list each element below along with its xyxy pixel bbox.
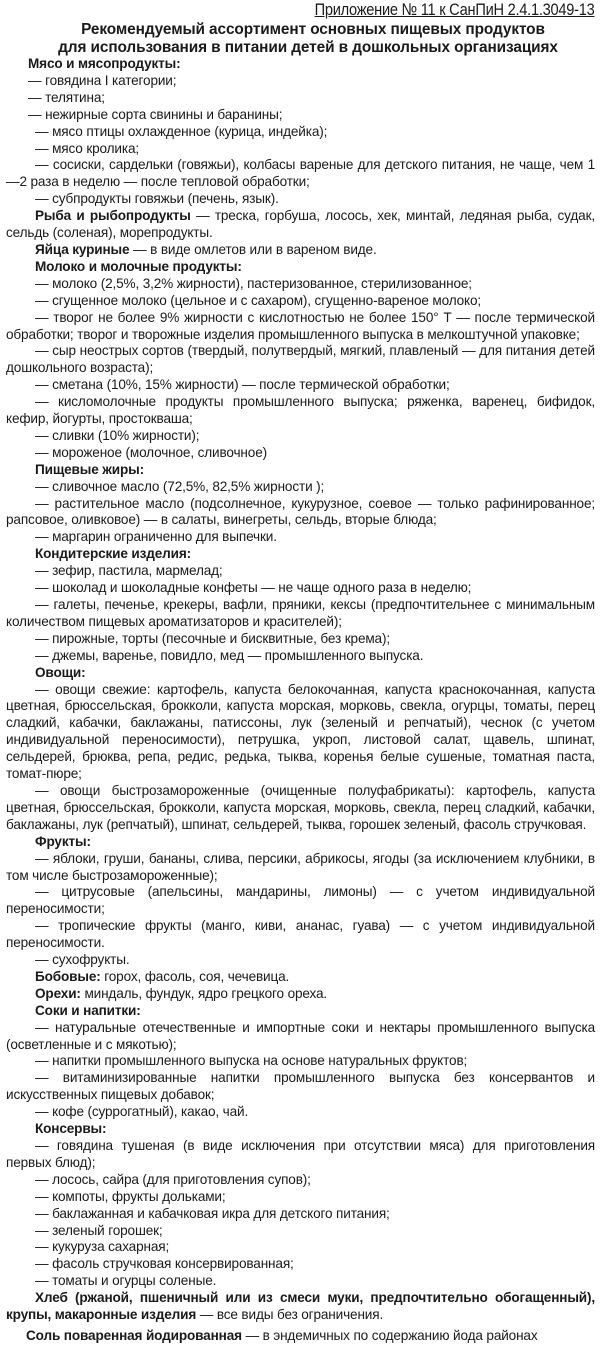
list-item: — растительное масло (подсолнечное, кукурузное, соевое — только рафинированное; рапсовое, оливковое) — в салаты, винегреты, сельдь, вторые блюда;: [6, 495, 595, 528]
list-item: — овощи свежие: картофель, капуста белокочанная, капуста краснокочанная, капуста цветная, брюссельская, брокколи, капуста морская, морковь, свекла, огурцы, томаты, перец сладкий, кабачки, баклажаны, патиссоны, лук (зеленый и репчатый), чеснок (с учетом индивидуальной переносимости), петрушка, укроп, листовой салат, щавель, шпинат, сельдерей, брюква, репа, редис, редька, тыква, коренья белые сушеные, томатная паста, томат-пюре;: [6, 681, 595, 782]
list-item: — галеты, печенье, крекеры, вафли, пряники, кексы (предпочтительнее с минимальным количеством пищевых ароматизаторов и красителей);: [6, 597, 595, 629]
list-item: — мясо кролика;: [35, 140, 139, 156]
paragraph-salt: [6, 1328, 595, 1345]
list-item: — компоты, фрукты дольками;: [35, 1188, 226, 1204]
paragraph-nuts: [6, 986, 595, 1003]
section-heading-meat: Мясо и мясопродукты:: [28, 56, 181, 71]
section-heading-fats: Пищевые жиры:: [35, 461, 144, 477]
list-item: — говядина I категории;: [28, 72, 177, 88]
list-item: — зефир, пастила, мармелад;: [35, 563, 223, 579]
list-item: — сливочное масло (72,5%, 82,5% жирности );: [35, 478, 325, 494]
paragraph-text: — все виды без ограничения.: [196, 1307, 384, 1323]
list-item: — сливки (10% жирности);: [35, 427, 200, 443]
paragraph-text: — в эндемичных по содержанию йода районах: [241, 1327, 538, 1343]
section-heading-fruits: Фрукты:: [35, 833, 91, 849]
title-line-2: для использования в питании детей в дошкольных организациях: [58, 39, 558, 56]
list-item: — сгущенное молоко (цельное и с сахаром), сгущенно-вареное молоко;: [35, 292, 482, 308]
list-item: — кукуруза сахарная;: [35, 1239, 170, 1255]
paragraph-text: миндаль, фундук, ядро грецкого ореха.: [80, 985, 328, 1001]
list-item: — сухофрукты.: [35, 952, 130, 968]
section-heading-vegetables: Овощи:: [35, 664, 86, 680]
list-item: — субпродукты говяжьи (печень, язык).: [35, 191, 279, 207]
list-item: — творог не более 9% жирности с кислотностью не более 150° Т — после термической обработки; творог и творожные изделия промышленного выпуска в мелкоштучной упаковке;: [6, 309, 595, 342]
list-item: — цитрусовые (апельсины, мандарины, лимоны) — с учетом индивидуальной переносимости;: [6, 884, 595, 917]
list-item: — зеленый горошек;: [35, 1222, 163, 1238]
list-item: — говядина тушеная (в виде исключения при отсутствии мяса) для приготовления первых блюд);: [6, 1138, 595, 1170]
list-item: — напитки промышленного выпуска на основе натуральных фруктов;: [35, 1053, 468, 1069]
section-heading-eggs: Яйца куриные: [35, 241, 130, 257]
list-item: — шоколад и шоколадные конфеты — не чаще одного раза в неделю;: [35, 580, 472, 596]
list-item: — сметана (10%, 15% жирности) — после термической обработки;: [35, 377, 450, 393]
list-item: — маргарин ограниченно для выпечки.: [35, 529, 277, 545]
section-heading-fish: Рыба и рыбопродукты: [35, 208, 191, 224]
paragraph-text: горох, фасоль, соя, чечевица.: [100, 968, 290, 984]
list-item: — фасоль стручковая консервированная;: [35, 1256, 294, 1272]
list-item: — мороженое (молочное, сливочное): [35, 444, 267, 460]
section-heading-legumes: Бобовые:: [35, 968, 101, 984]
section-heading-confectionery: Кондитерские изделия:: [35, 546, 191, 562]
paragraph-eggs: [6, 242, 595, 259]
list-item: — нежирные сорта свинины и баранины;: [28, 106, 283, 122]
list-item: — сыр неострых сортов (твердый, полутвердый, мягкий, плавленый — для питания детей дошкольного возраста);: [6, 343, 595, 376]
list-item: — джемы, варенье, повидло, мед — промышленного выпуска.: [35, 647, 424, 663]
section-heading-salt: Соль поваренная йодированная: [26, 1327, 242, 1343]
list-item: — молоко (2,5%, 3,2% жирности), пастеризованное, стерилизованное;: [35, 275, 472, 291]
document-body: [6, 56, 595, 1345]
section-heading-bread: Хлеб (ржаной, пшеничный или из смеси муки, предпочтительно обогащенный), крупы, макаронные изделия: [6, 1290, 595, 1323]
list-item: — телятина;: [28, 89, 105, 105]
list-item: — мясо птицы охлажденное (курица, индейка);: [35, 123, 328, 139]
list-item: — кофе (суррогатный), какао, чай.: [35, 1104, 249, 1120]
list-item: — натуральные отечественные и импортные соки и нектары промышленного выпуска (осветленные и с мякотью);: [6, 1019, 595, 1052]
list-item: — яблоки, груши, бананы, слива, персики, абрикосы, ягоды (за исключением клубники, в том числе быстрозамороженные);: [6, 850, 595, 883]
list-item: — баклажанная и кабачковая икра для детского питания;: [35, 1205, 390, 1221]
paragraph-bread: [6, 1290, 595, 1324]
paragraph-legumes: [6, 969, 595, 986]
list-item: — сосиски, сардельки (говяжьи), колбасы вареные для детского питания, не чаще, чем 1—2 раза в неделю — после тепловой обработки;: [6, 157, 595, 190]
section-heading-canned: Консервы:: [35, 1121, 107, 1137]
section-heading-milk: Молоко и молочные продукты:: [35, 258, 242, 274]
list-item: — кисломолочные продукты промышленного выпуска; ряженка, варенец, бифидок, кефир, йогурты, простокваша;: [6, 394, 595, 427]
section-heading-drinks: Соки и напитки:: [35, 1002, 141, 1018]
paragraph-text: — треска, горбуша, лосось, хек, минтай, ледяная рыба, судак, сельдь (соленая), морепродукты.: [6, 208, 595, 241]
paragraph-text: — в виде омлетов или в вареном виде.: [129, 241, 377, 257]
section-heading-nuts: Орехи:: [35, 985, 81, 1001]
list-item: — томаты и огурцы соленые.: [35, 1273, 217, 1289]
title-line-1: Рекомендуемый ассортимент основных пищевых продуктов: [81, 21, 545, 38]
list-item: — тропические фрукты (манго, киви, ананас, гуава) — с учетом индивидуальной переносимости.: [6, 918, 595, 951]
list-item: — витаминизированные напитки промышленного выпуска без консервантов и искусственных пищевых добавок;: [6, 1070, 595, 1103]
appendix-reference: Приложение № 11 к СанПиН 2.4.1.3049-13: [314, 0, 594, 19]
list-item: — овощи быстрозамороженные (очищенные полуфабрикаты): картофель, капуста цветная, брюссельская, брокколи, капуста морская, морковь, свекла, перец сладкий, кабачки, баклажаны, лук (репчатый), шпинат, сельдерей, тыква, горошек зеленый, фасоль стручковая.: [6, 782, 595, 832]
list-item: — пирожные, торты (песочные и бисквитные, без крема);: [35, 630, 390, 646]
paragraph-fish: [6, 208, 595, 242]
document-title: [0, 21, 600, 57]
list-item: — лосось, сайра (для приготовления супов);: [35, 1171, 311, 1187]
